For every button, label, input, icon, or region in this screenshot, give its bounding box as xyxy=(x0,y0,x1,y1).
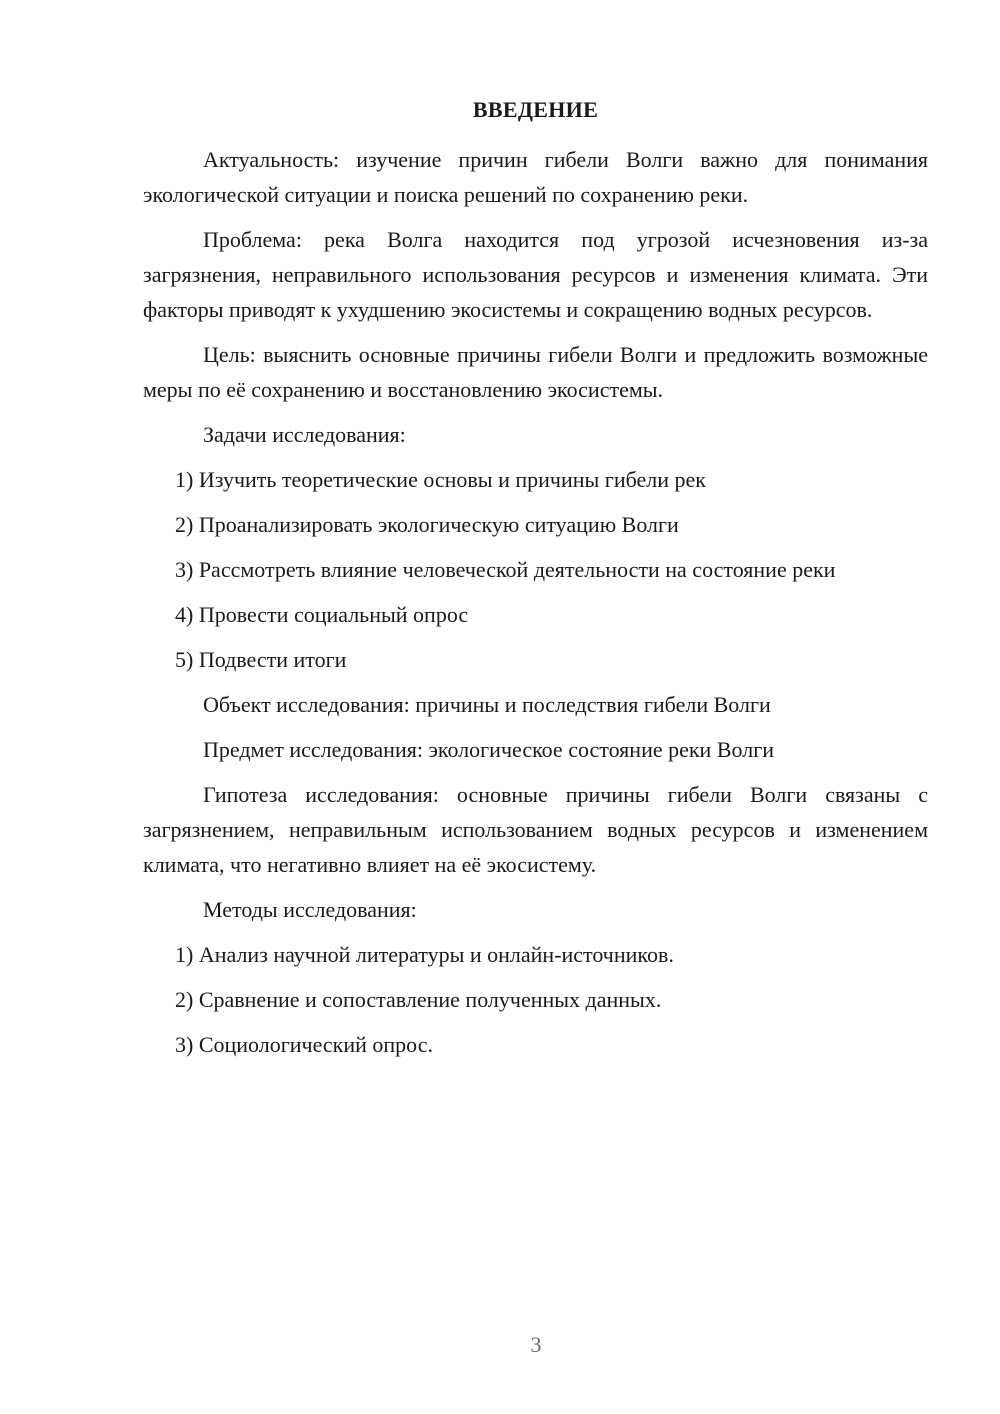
method-item-3: 3) Социологический опрос. xyxy=(175,1032,433,1057)
task-item-3: 3) Рассмотреть влияние человеческой деятельности на состояние реки xyxy=(175,557,836,582)
relevance-paragraph: Актуальность: изучение причин гибели Волги важно для понимания экологической ситуации и поиска решений по сохранению реки. xyxy=(143,147,928,207)
research-subject: Предмет исследования: экологическое состояние реки Волги xyxy=(203,737,774,762)
method-item-2: 2) Сравнение и сопоставление полученных данных. xyxy=(175,987,662,1012)
page-number: 3 xyxy=(530,1332,542,1357)
section-heading: ВВЕДЕНИЕ xyxy=(472,97,599,122)
problem-paragraph: Проблема: река Волга находится под угрозой исчезновения из-за загрязнения, неправильного использования ресурсов и изменения климата. Эти факторы приводят к ухудшению экосистемы и сокращению водных ресурсов. xyxy=(143,227,928,322)
document-body xyxy=(143,92,928,1072)
methods-list xyxy=(143,937,928,1062)
task-item-4: 4) Провести социальный опрос xyxy=(175,602,469,627)
research-object: Объект исследования: причины и последствия гибели Волги xyxy=(203,692,771,717)
task-item-1: 1) Изучить теоретические основы и причины гибели рек xyxy=(175,467,706,492)
methods-label: Методы исследования: xyxy=(203,897,417,922)
tasks-list xyxy=(143,462,928,677)
goal-paragraph: Цель: выяснить основные причины гибели Волги и предложить возможные меры по её сохранению и восстановлению экосистемы. xyxy=(143,342,928,402)
method-item-1: 1) Анализ научной литературы и онлайн-источников. xyxy=(175,942,674,967)
task-item-5: 5) Подвести итоги xyxy=(175,647,347,672)
task-item-2: 2) Проанализировать экологическую ситуацию Волги xyxy=(175,512,679,537)
hypothesis-paragraph: Гипотеза исследования: основные причины гибели Волги связаны с загрязнением, неправильным использованием водных ресурсов и изменением климата, что негативно влияет на её экосистему. xyxy=(143,782,928,877)
tasks-label: Задачи исследования: xyxy=(203,422,406,447)
